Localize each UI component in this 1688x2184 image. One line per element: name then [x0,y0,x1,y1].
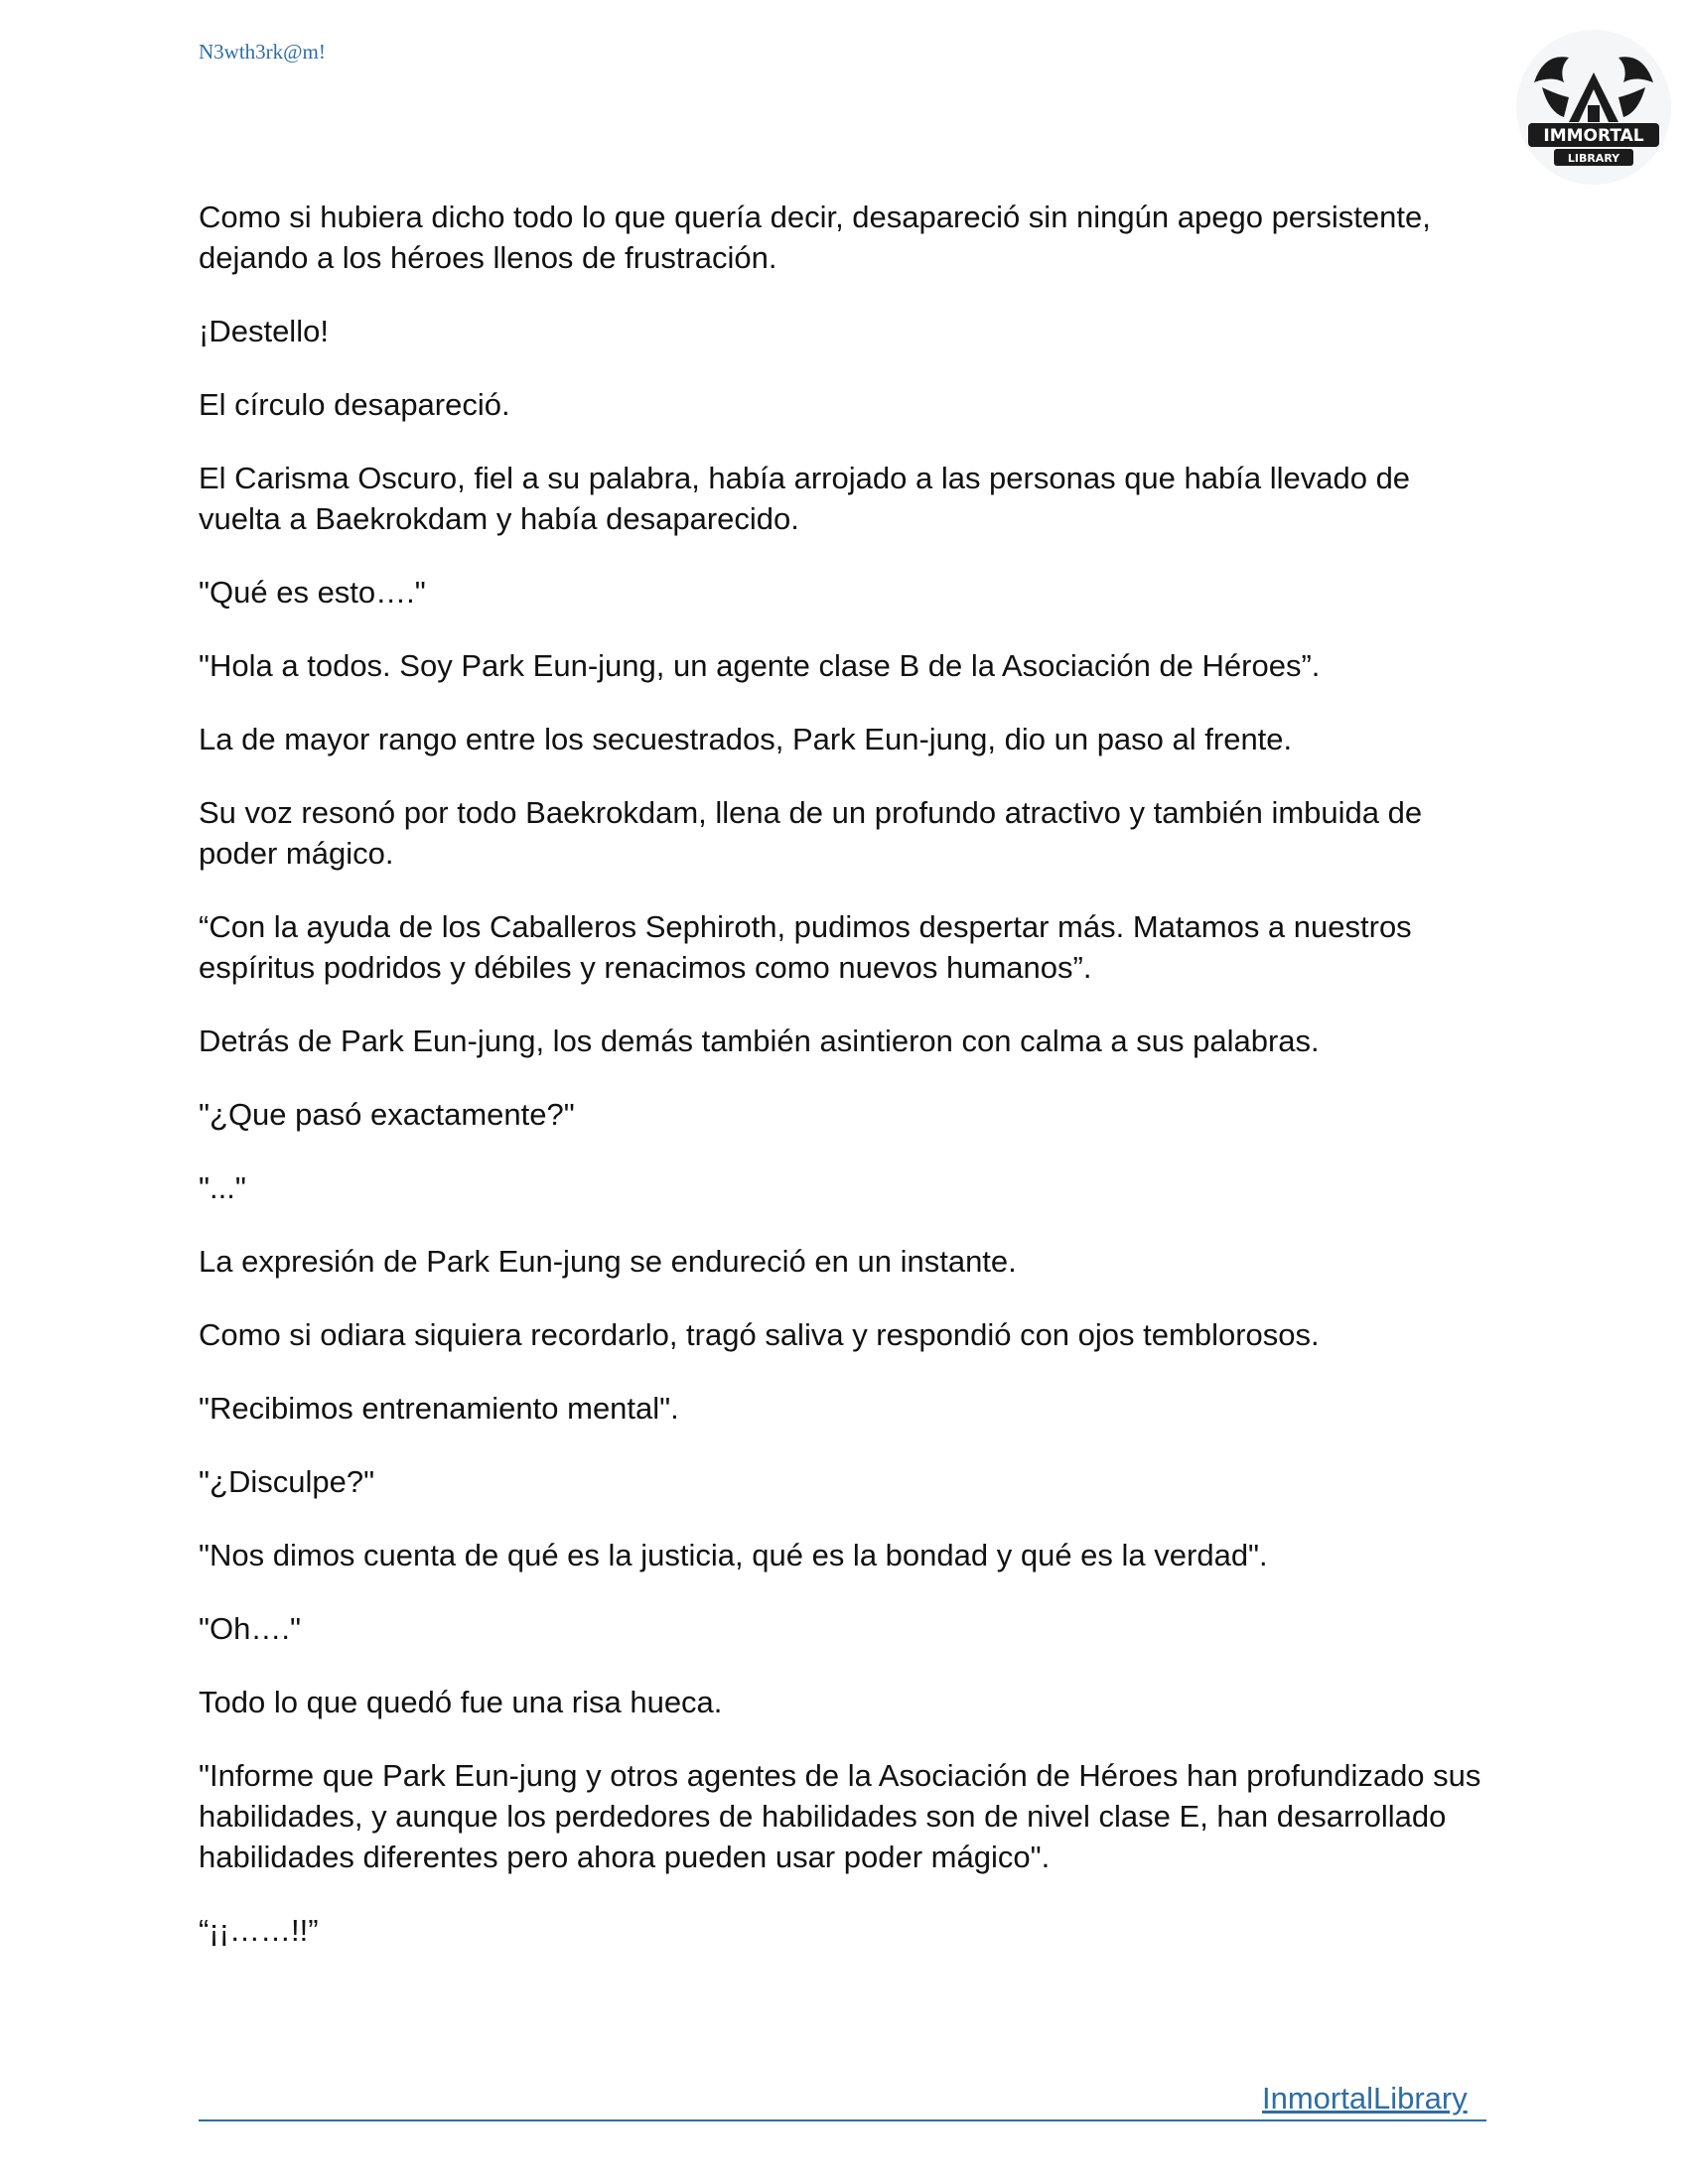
paragraph: "Informe que Park Eun-jung y otros agentes de la Asociación de Héroes han profundizado sus habilidades, y aunque los perdedores de habilidades son de nivel clase E, han desarrollado habilidades diferentes pero ahora pueden usar poder mágico". [199,1758,1481,1874]
paragraph: "Recibimos entrenamiento mental". [199,1391,679,1426]
paragraph: "Qué es esto…." [199,575,426,610]
paragraph: "¿Disculpe?" [199,1464,375,1499]
paragraph: Detrás de Park Eun-jung, los demás también asintieron con calma a sus palabras. [199,1024,1320,1058]
paragraph: El círculo desapareció. [199,387,510,422]
paragraph: Su voz resonó por todo Baekrokdam, llena de un profundo atractivo y también imbuida de poder mágico. [199,795,1423,871]
paragraph: "..." [199,1170,246,1205]
logo-text-top: IMMORTAL [1543,126,1644,146]
paragraph: Como si odiara siquiera recordarlo, tragó saliva y respondió con ojos temblorosos. [199,1317,1320,1352]
paragraph: "Oh…." [199,1611,301,1646]
paragraph: "Nos dimos cuenta de qué es la justicia, qué es la bondad y qué es la verdad". [199,1538,1268,1572]
immortal-library-logo [1514,28,1673,187]
paragraph: “Con la ayuda de los Caballeros Sephiroth, pudimos despertar más. Matamos a nuestros espíritus podridos y débiles y renacimos como nuevos humanos”. [199,909,1412,985]
footer-library-link[interactable]: InmortalLibrary [1262,2081,1468,2116]
document-body [199,197,1489,1983]
paragraph: ¡Destello! [199,314,329,348]
paragraph: Todo lo que quedó fue una risa hueca. [199,1685,723,1719]
paragraph: "Hola a todos. Soy Park Eun-jung, un agente clase B de la Asociación de Héroes”. [199,648,1321,683]
paragraph: La expresión de Park Eun-jung se endureció en un instante. [199,1244,1017,1279]
paragraph: La de mayor rango entre los secuestrados, Park Eun-jung, dio un paso al frente. [199,722,1293,756]
logo-text-bottom: LIBRARY [1567,152,1620,165]
paragraph: "¿Que pasó exactamente?" [199,1097,575,1132]
paragraph: El Carisma Oscuro, fiel a su palabra, había arrojado a las personas que había llevado de vuelta a Baekrokdam y había desaparecido. [199,461,1411,536]
paragraph: Como si hubiera dicho todo lo que quería decir, desapareció sin ningún apego persistente, dejando a los héroes llenos de frustración. [199,200,1431,275]
footer-divider [199,2119,1486,2121]
header-signature: N3wth3rk@m! [199,40,326,64]
paragraph: “¡¡……!!” [199,1913,319,1948]
